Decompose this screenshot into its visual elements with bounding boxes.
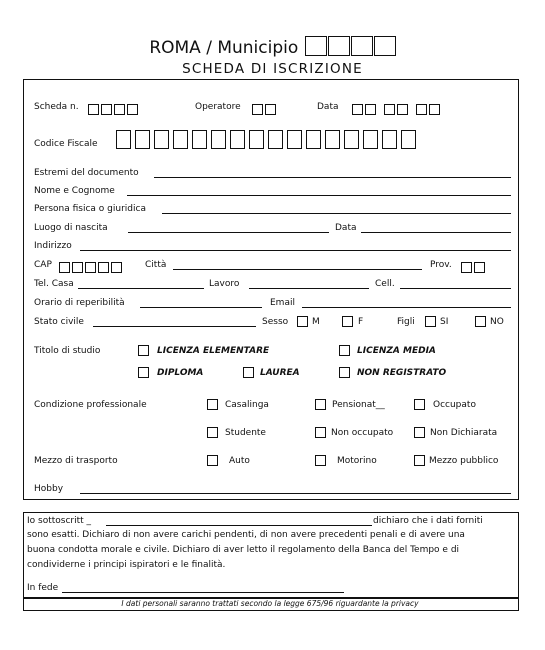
scheda-boxes[interactable] (88, 99, 140, 118)
diploma-label: DIPLOMA (157, 368, 204, 378)
figli-si-checkbox[interactable] (425, 316, 436, 327)
citta-label: Città (145, 260, 167, 270)
estremi-field[interactable] (154, 177, 511, 178)
luogo-label: Luogo di nascita (34, 223, 108, 233)
nome-label: Nome e Cognome (34, 186, 115, 196)
page-subtitle: SCHEDA DI ISCRIZIONE (182, 61, 363, 77)
declaration-text (27, 528, 515, 573)
pensionato-label: Pensionat__ (332, 400, 385, 410)
municipio-box[interactable] (328, 36, 350, 56)
declaration-line: sono esatti. Dichiaro di non avere carichi pendenti, di non avere precedenti penali e di avere una (27, 530, 465, 540)
page-title-text: ROMA / Municipio (149, 38, 299, 58)
codice-fiscale-boxes[interactable] (116, 129, 420, 149)
mezzo-pubblico-label: Mezzo pubblico (429, 456, 499, 466)
indirizzo-field[interactable] (80, 250, 511, 251)
sesso-f-label: F (358, 317, 364, 327)
studente-checkbox[interactable] (207, 427, 218, 438)
page-title (0, 36, 545, 58)
laurea-checkbox[interactable] (243, 367, 254, 378)
stato-civile-label: Stato civile (34, 317, 84, 327)
scheda-label: Scheda n. (34, 102, 79, 112)
stato-civile-field[interactable] (93, 326, 256, 327)
non-dichiarata-label: Non Dichiarata (430, 428, 498, 438)
non-registrato-label: NON REGISTRATO (357, 368, 447, 378)
licenza-media-checkbox[interactable] (339, 345, 350, 356)
lavoro-field[interactable] (249, 288, 369, 289)
licenza-media-label: LICENZA MEDIA (357, 346, 436, 356)
data-nascita-field[interactable] (361, 232, 511, 233)
cap-boxes[interactable] (59, 257, 124, 276)
declaration-line: buona condotta morale e civile. Dichiaro di aver letto il regolamento della Banca del Tempo e di (27, 545, 460, 555)
cap-label: CAP (34, 260, 52, 270)
non-occupato-label: Non occupato (331, 428, 394, 438)
luogo-field[interactable] (128, 232, 329, 233)
municipio-box[interactable] (374, 36, 396, 56)
laurea-label: LAUREA (260, 368, 300, 378)
prov-boxes[interactable] (461, 257, 487, 276)
figli-no-label: NO (490, 317, 504, 327)
data-boxes[interactable] (352, 99, 442, 118)
occupato-checkbox[interactable] (414, 399, 425, 410)
casalinga-checkbox[interactable] (207, 399, 218, 410)
figli-si-label: SI (440, 317, 449, 327)
pensionato-checkbox[interactable] (315, 399, 326, 410)
orario-label: Orario di reperibilità (34, 298, 125, 308)
persona-field[interactable] (162, 213, 511, 214)
licenza-elementare-checkbox[interactable] (138, 345, 149, 356)
orario-field[interactable] (140, 307, 262, 308)
declaration-line: condividerne i principi ispiratori e le finalità. (27, 560, 226, 570)
prov-label: Prov. (430, 260, 452, 270)
non-registrato-checkbox[interactable] (339, 367, 350, 378)
data-nascita-label: Data (335, 223, 357, 233)
nome-field[interactable] (127, 195, 511, 196)
persona-label: Persona fisica o giuridica (34, 204, 146, 214)
motorino-label: Motorino (337, 456, 377, 466)
privacy-note: I dati personali saranno trattati secondo la legge 675/96 riguardante la privacy (121, 599, 419, 608)
lavoro-label: Lavoro (209, 279, 240, 289)
operatore-boxes[interactable] (252, 99, 278, 118)
dichiaro-label: dichiaro che i dati forniti (373, 516, 483, 526)
tel-casa-label: Tel. Casa (34, 279, 74, 289)
estremi-label: Estremi del documento (34, 168, 139, 178)
hobby-field[interactable] (80, 493, 511, 494)
data-label: Data (317, 102, 339, 112)
auto-checkbox[interactable] (207, 455, 218, 466)
operatore-label: Operatore (195, 102, 241, 112)
motorino-checkbox[interactable] (315, 455, 326, 466)
mezzo-label: Mezzo di trasporto (34, 456, 118, 466)
sesso-label: Sesso (262, 317, 289, 327)
mezzo-pubblico-checkbox[interactable] (414, 455, 425, 466)
cell-field[interactable] (400, 288, 511, 289)
casalinga-label: Casalinga (225, 400, 269, 410)
tel-casa-field[interactable] (78, 288, 204, 289)
firma-field[interactable] (62, 592, 344, 593)
figli-label: Figli (397, 317, 415, 327)
figli-no-checkbox[interactable] (475, 316, 486, 327)
in-fede-label: In fede (27, 583, 59, 593)
condizione-label: Condizione professionale (34, 400, 147, 410)
auto-label: Auto (229, 456, 250, 466)
sesso-m-label: M (312, 317, 320, 327)
non-dichiarata-checkbox[interactable] (414, 427, 425, 438)
sesso-f-checkbox[interactable] (342, 316, 353, 327)
titolo-label: Titolo di studio (34, 346, 101, 356)
cell-label: Cell. (375, 279, 395, 289)
occupato-label: Occupato (433, 400, 476, 410)
non-occupato-checkbox[interactable] (315, 427, 326, 438)
citta-field[interactable] (173, 269, 422, 270)
licenza-elementare-label: LICENZA ELEMENTARE (157, 346, 270, 356)
sesso-m-checkbox[interactable] (297, 316, 308, 327)
municipio-box[interactable] (305, 36, 327, 56)
email-field[interactable] (302, 307, 511, 308)
studente-label: Studente (225, 428, 266, 438)
codice-fiscale-label: Codice Fiscale (34, 139, 98, 149)
email-label: Email (270, 298, 295, 308)
municipio-box[interactable] (351, 36, 373, 56)
indirizzo-label: Indirizzo (34, 241, 72, 251)
io-sottoscritto-label: Io sottoscritt _ (27, 516, 92, 526)
hobby-label: Hobby (34, 484, 64, 494)
sottoscritto-field[interactable] (106, 525, 372, 526)
diploma-checkbox[interactable] (138, 367, 149, 378)
